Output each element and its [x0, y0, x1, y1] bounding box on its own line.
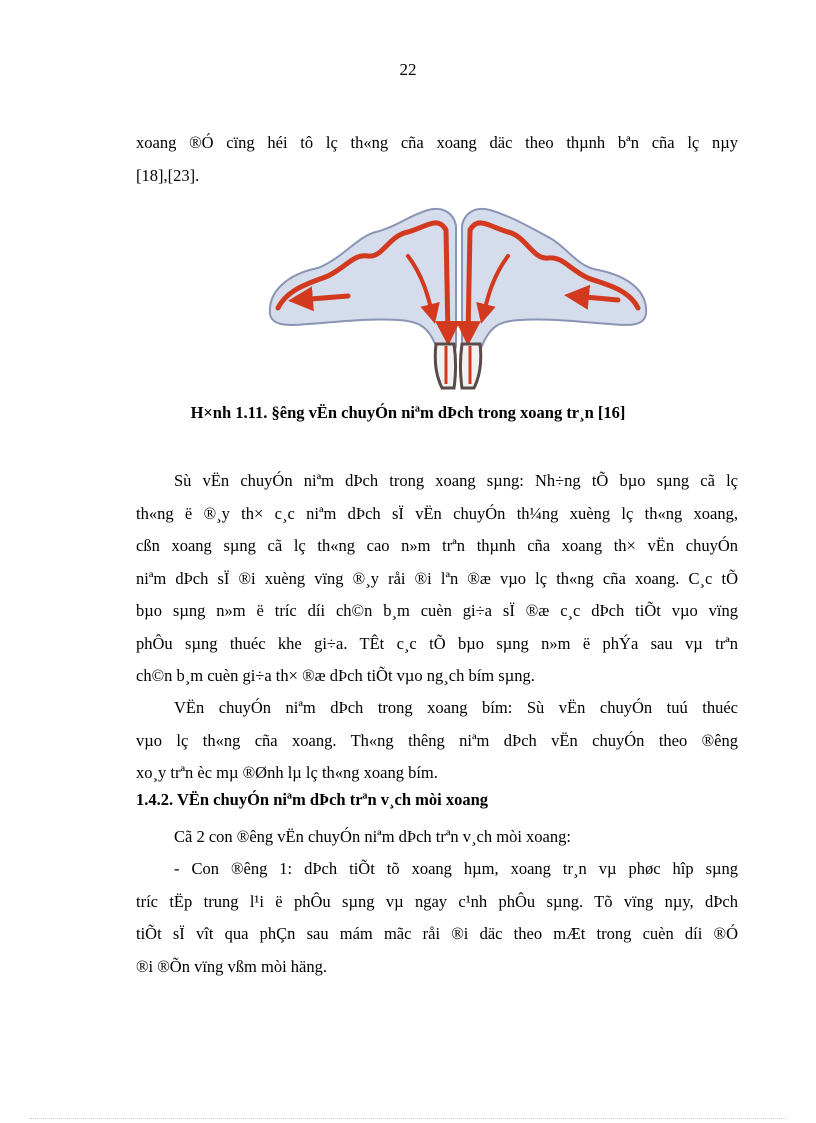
paragraph-sphenoid — [136, 692, 738, 790]
paragraph-route-1 — [136, 853, 738, 983]
text-line: VËn chuyÓn niªm dÞch trong xoang bím: Sù vËn chuyÓn tuú thuéc — [174, 698, 738, 717]
text-line: xoang ®Ó cïng héi tô lç th«ng cña xoang däc theo thµnh bªn cña lç nµy — [136, 133, 738, 152]
text-line: Sù vËn chuyÓn niªm dÞch trong xoang sµng: Nh÷ng tÕ bµo sµng cã lç — [174, 471, 738, 490]
text-line: xo¸y trªn èc mµ ®Ønh lµ lç th«ng xoang bím. — [136, 763, 438, 782]
section-heading: 1.4.2. VËn chuyÓn niªm dÞch trªn v¸ch mòi xoang — [136, 790, 489, 809]
paragraph-intro — [136, 127, 738, 192]
text-line: ch©n b¸m cuèn gi÷a th× ®æ dÞch tiÕt vµo ng¸ch bím sµng. — [136, 666, 535, 685]
text-line: cßn xoang sµng cã lç th«ng cao n»m trªn thµnh cña xoang th× vËn chuyÓn — [136, 536, 738, 555]
right-sinus-membrane — [462, 209, 646, 356]
figure-caption: H×nh 1.11. §êng vËn chuyÓn niªm dÞch trong xoang tr¸n [16] — [190, 403, 626, 422]
text-line: [18],[23]. — [136, 165, 200, 185]
text-line: bµo sµng n»m ë tríc díi ch©n b¸m cuèn gi÷a sÏ ®æ c¸c dÞch tiÕt vµo vïng — [136, 601, 738, 620]
text-line: niªm dÞch sÏ ®i xuèng vïng ®¸y råi ®i lªn ®æ vµo lç th«ng cña xoang. C¸c tÕ — [136, 568, 738, 588]
left-sinus-membrane — [270, 209, 456, 356]
text-line: phÔu sµng thuéc khe gi÷a. TÊt c¸c tÕ bµo sµng n»m ë phÝa sau vµ trªn — [136, 633, 738, 653]
text-line: tríc tËp trung l¹i ë phÔu sµng vµ ngay c¹nh phÔu sµng. Tõ vïng nµy, dÞch — [136, 891, 738, 911]
text-line: ®i ®Õn vïng vßm mòi häng. — [136, 956, 327, 976]
frontal-sinus-mucus-illustration — [258, 196, 658, 392]
paragraph-routes-intro — [136, 821, 738, 854]
text-line: tiÕt sÏ vît qua phÇn sau mám mãc råi ®i däc theo mÆt trong cuèn díi ®Ó — [136, 924, 738, 943]
paragraph-ethmoid — [136, 465, 738, 693]
page-bottom-rule — [30, 1118, 786, 1119]
text-line: - Con ®êng 1: dÞch tiÕt tõ xoang hµm, xoang tr¸n vµ phøc hîp sµng — [174, 859, 738, 878]
text-line: Cã 2 con ®êng vËn chuyÓn niªm dÞch trªn v¸ch mòi xoang: — [174, 827, 571, 846]
text-line: th«ng ë ®¸y th× c¸c niªm dÞch sÏ vËn chuyÓn th¼ng xuèng lç th«ng xoang, — [136, 503, 738, 523]
page-number: 22 — [399, 60, 417, 79]
text-line: vµo lç th«ng cña xoang. Th«ng thêng niªm dÞch vËn chuyÓn theo ®êng — [136, 730, 738, 750]
